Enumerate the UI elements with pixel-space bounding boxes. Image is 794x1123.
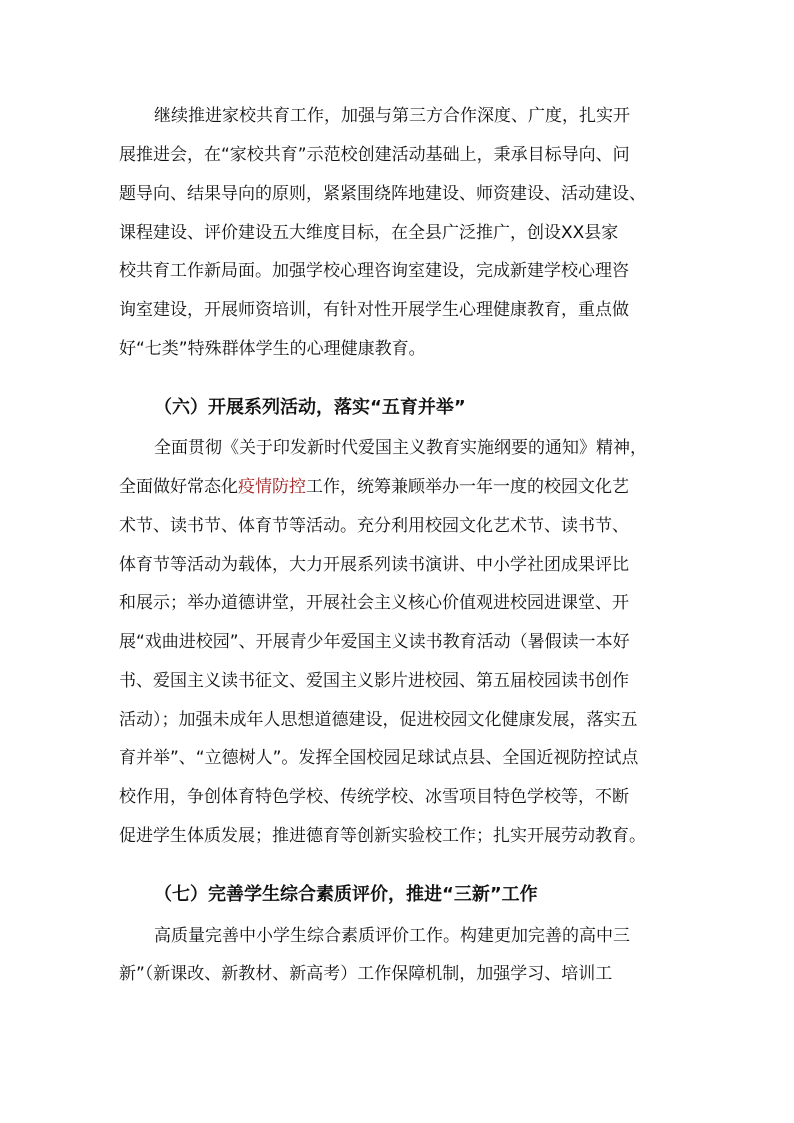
paragraph-line: 校共育工作新局面。加强学校心理咨询室建设，完成新建学校心理咨 (119, 261, 629, 281)
paragraph-line: 询室建设，开展师资培训，有针对性开展学生心理健康教育，重点做 (119, 300, 629, 320)
paragraph-line: 校作用，争创体育特色学校、传统学校、冰雪项目特色学校等，不断 (119, 787, 629, 807)
paragraph-line: 育并举”、“立德树人”。发挥全国校园足球试点县、全国近视防控试点 (119, 748, 639, 768)
paragraph-line: 术节、读书节、体育节等活动。充分利用校园文化艺术节、读书节、 (119, 516, 629, 536)
paragraph-line: 体育节等活动为载体，大力开展系列读书演讲、中小学社团成果评比 (119, 555, 629, 575)
paragraph-line: 题导向、结果导向的原则，紧紧围绕阵地建设、师资建设、活动建设、 (119, 184, 646, 204)
paragraph-line: 课程建设、评价建设五大维度目标，在全县广泛推广，创设XX县家 (119, 223, 619, 243)
paragraph-line: 好“七类”特殊群体学生的心理健康教育。 (119, 339, 426, 359)
section-heading-six: （六）开展系列活动，落实“五育并举” (154, 397, 466, 418)
paragraph-line: 书、爱国主义读书征文、爱国主义影片进校园、第五届校园读书创作 (119, 671, 629, 691)
highlighted-term: 疫情防控 (238, 477, 306, 497)
paragraph-line: 展推进会，在“家校共育”示范校创建活动基础上，秉承目标导向、问 (119, 145, 630, 165)
paragraph-line: 和展示；举办道德讲堂，开展社会主义核心价值观进校园进课堂、开 (119, 593, 629, 613)
text-segment: 全面做好常态化 (119, 477, 238, 497)
paragraph-line: 展“戏曲进校园”、开展青少年爱国主义读书教育活动（暑假读一本好 (119, 632, 630, 652)
paragraph-line: 活动）；加强未成年人思想道德建设，促进校园文化健康发展，落实五 (119, 710, 638, 730)
section-heading-seven: （七）完善学生综合素质评价，推进“三新”工作 (154, 884, 538, 905)
paragraph-line (119, 475, 679, 499)
paragraph-line: 全面贯彻《关于印发新时代爱国主义教育实施纲要的通知》精神， (154, 438, 647, 458)
paragraph-line: 继续推进家校共育工作，加强与第三方合作深度、广度，扎实开 (154, 106, 630, 126)
paragraph-line: 高质量完善中小学生综合素质评价工作。构建更加完善的高中三 (154, 926, 630, 946)
text-segment: 工作，统筹兼顾举办一年一度的校园文化艺 (306, 477, 629, 497)
paragraph-line: 新”（新课改、新教材、新高考）工作保障机制，加强学习、培训工 (119, 964, 613, 984)
paragraph-line: 促进学生体质发展；推进德育等创新实验校工作；扎实开展劳动教育。 (119, 826, 646, 846)
